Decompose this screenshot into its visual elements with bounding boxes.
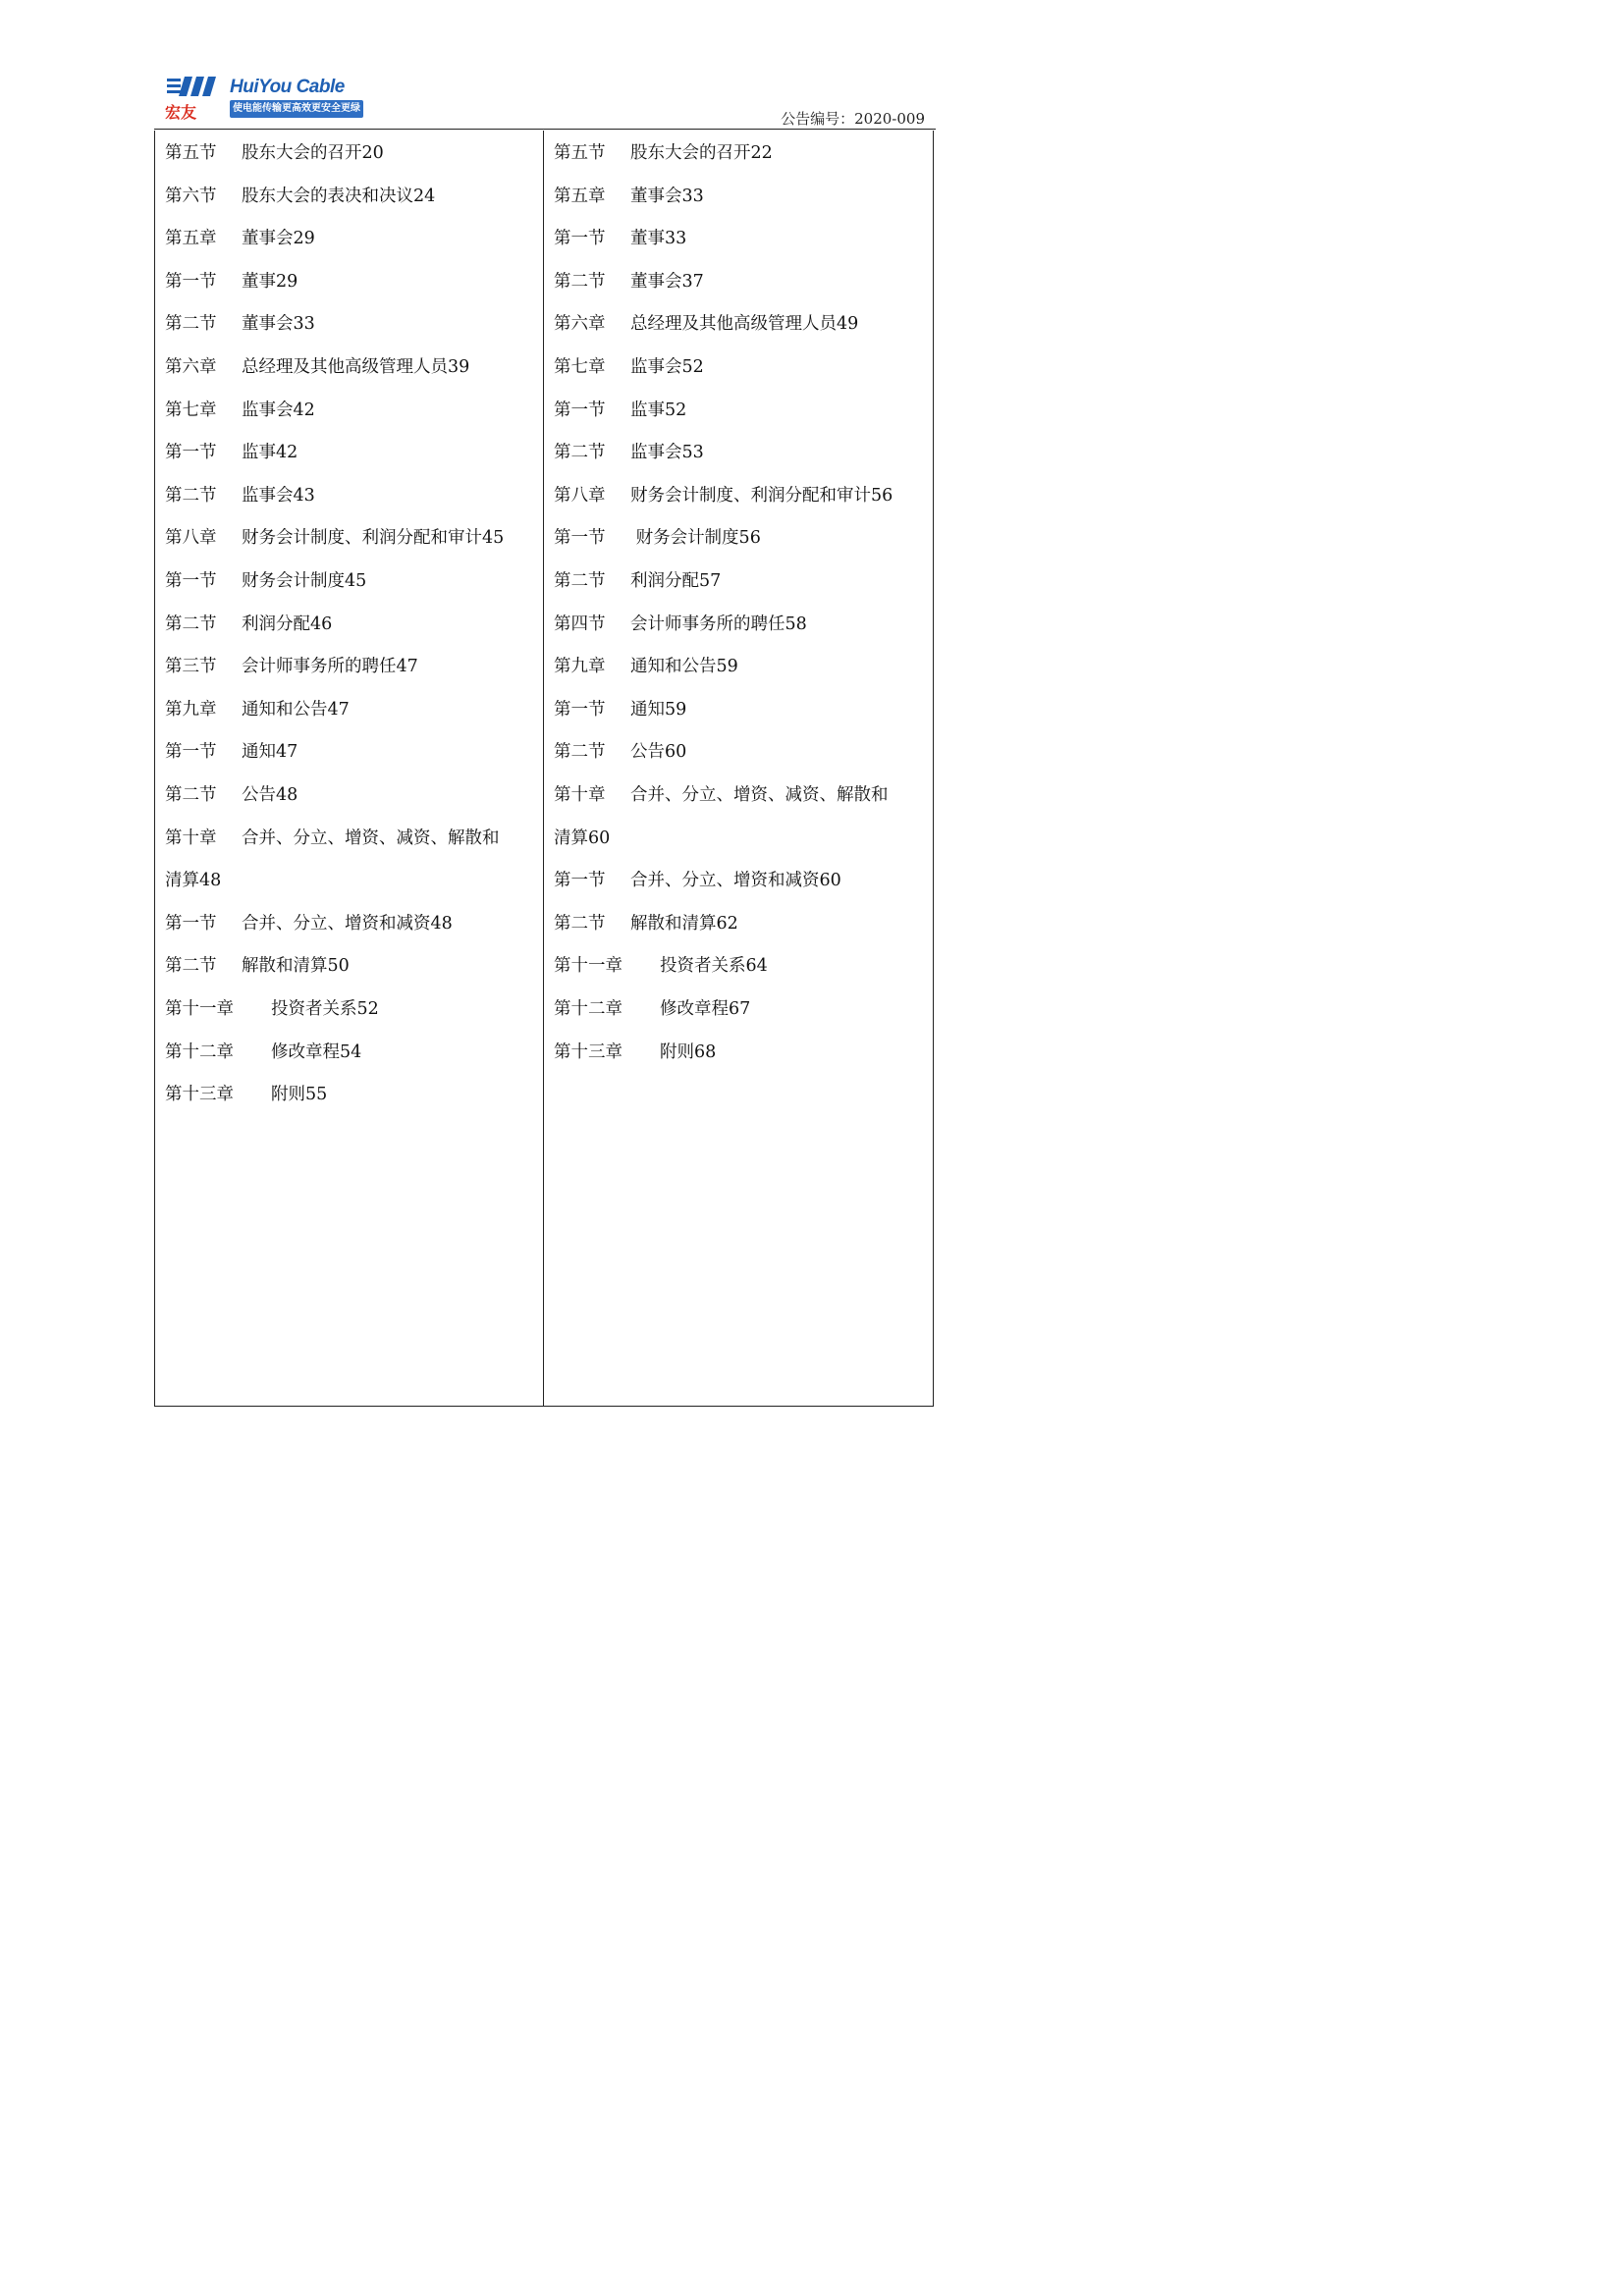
toc-entry-label: 第一节 [165, 443, 217, 463]
toc-entry-title: 监事会43 [242, 485, 315, 506]
toc-entry-label: 第八章 [165, 528, 217, 549]
toc-entry [165, 390, 315, 433]
toc-entry-title: 公告48 [242, 785, 298, 805]
toc-entry-title: 清算60 [554, 828, 611, 848]
toc-entry-label: 第二节 [165, 485, 217, 506]
toc-entry [554, 133, 773, 176]
toc-entry-title: 监事42 [242, 443, 298, 463]
toc-entry [165, 818, 500, 861]
toc-entry [554, 774, 889, 818]
toc-entry-label: 第十二章 [554, 999, 623, 1019]
toc-entry-title: 修改章程54 [271, 1041, 362, 1062]
toc-entry-label: 第十章 [554, 785, 606, 805]
toc-entry-label: 第一节 [554, 400, 606, 420]
toc-entry [165, 561, 366, 604]
toc-entry [165, 133, 384, 176]
toc-entry [554, 218, 686, 261]
toc-entry-title: 解散和清算50 [242, 956, 350, 977]
toc-entry-title: 财务会计制度45 [242, 571, 367, 591]
toc-entry-label: 第五节 [165, 143, 217, 163]
toc-entry [554, 646, 738, 689]
toc-entry [165, 176, 435, 219]
toc-entry-title: 公告60 [630, 742, 687, 763]
toc-entry [554, 860, 841, 903]
toc-entry [554, 475, 893, 518]
toc-entry [554, 261, 704, 304]
toc-entry-title: 财务会计制度、利润分配和审计56 [630, 485, 893, 506]
toc-entry-label: 第六章 [554, 314, 606, 335]
toc-entry-title: 合并、分立、增资和减资60 [630, 871, 841, 891]
toc-entry [165, 1074, 327, 1117]
toc-entry [165, 689, 350, 732]
toc-entry-label: 第五章 [165, 229, 217, 249]
toc-entry-title: 会计师事务所的聘任58 [630, 614, 807, 634]
toc-entry [554, 731, 686, 774]
toc-entry-title: 利润分配46 [242, 614, 333, 634]
toc-entry-title: 附则68 [660, 1041, 717, 1062]
toc-entry-title: 股东大会的召开20 [242, 143, 384, 163]
toc-entry-label: 第三节 [165, 657, 217, 677]
company-logo [163, 75, 369, 132]
toc-entry-label: 第一节 [554, 699, 606, 720]
toc-entry-title: 董事33 [630, 229, 687, 249]
toc-entry [554, 517, 761, 561]
toc-entry [165, 604, 332, 647]
toc-entry [165, 646, 418, 689]
toc-entry-title: 合并、分立、增资、减资、解散和 [630, 785, 889, 805]
toc-entry-title: 总经理及其他高级管理人员39 [242, 357, 470, 377]
toc-entry-title: 合并、分立、增资、减资、解散和 [242, 828, 500, 848]
toc-entry-label: 第一节 [554, 871, 606, 891]
toc-entry [554, 818, 610, 861]
toc-entry [165, 860, 221, 903]
toc-entry [554, 689, 686, 732]
toc-entry-title: 投资者关系52 [271, 999, 379, 1019]
toc-entry [165, 303, 315, 347]
logo-slogan: 使电能传输更高效更安全更绿色 [230, 100, 363, 118]
toc-entry [165, 988, 379, 1032]
toc-entry-label: 第二节 [165, 785, 217, 805]
toc-entry-label: 第六章 [165, 357, 217, 377]
toc-entry-label: 第一节 [165, 742, 217, 763]
toc-entry-label: 第二节 [554, 443, 606, 463]
toc-entry [165, 475, 315, 518]
toc-entry-title: 财务会计制度、利润分配和审计45 [242, 528, 505, 549]
toc-entry-label: 第二节 [554, 913, 606, 934]
toc-entry-title: 董事会29 [242, 229, 315, 249]
toc-entry-label: 第七章 [165, 400, 217, 420]
toc-entry-label: 第十三章 [165, 1085, 234, 1105]
toc-entry-title: 合并、分立、增资和减资48 [242, 913, 453, 934]
toc-entry-label: 第一节 [554, 528, 606, 549]
toc-entry-title: 投资者关系64 [660, 956, 768, 977]
logo-chinese-name: 宏友 [165, 103, 197, 122]
notice-number: 公告编号：2020-009 [781, 110, 925, 128]
toc-entry [165, 731, 298, 774]
toc-entry-title: 附则55 [271, 1085, 328, 1105]
toc-entry-label: 第二节 [165, 614, 217, 634]
toc-entry [165, 903, 453, 946]
toc-entry-title: 通知47 [242, 742, 298, 763]
toc-entry-label: 第一节 [165, 271, 217, 292]
toc-entry-title: 董事会37 [630, 271, 704, 292]
toc-left-column [155, 131, 544, 1406]
toc-entry-label: 第十章 [165, 828, 217, 848]
toc-entry-label: 第二节 [554, 271, 606, 292]
toc-entry [554, 303, 858, 347]
toc-entry-title: 通知59 [630, 699, 687, 720]
toc-entry [554, 1032, 716, 1075]
toc-entry-title: 监事会53 [630, 443, 704, 463]
toc-entry-label: 第四节 [554, 614, 606, 634]
toc-entry-label: 第八章 [554, 485, 606, 506]
toc-entry-label: 第一节 [554, 229, 606, 249]
toc-entry-title: 通知和公告59 [630, 657, 738, 677]
logo-mark-icon [165, 75, 224, 100]
toc-entry-title: 股东大会的表决和决议24 [242, 186, 436, 206]
toc-comparison-table [154, 131, 934, 1407]
toc-entry-label: 第十一章 [554, 956, 623, 977]
toc-entry-label: 第五节 [554, 143, 606, 163]
logo-english-name: HuiYou Cable [230, 77, 345, 97]
toc-entry-title: 股东大会的召开22 [630, 143, 773, 163]
toc-entry-label: 第一节 [165, 913, 217, 934]
toc-entry-title: 利润分配57 [630, 571, 722, 591]
toc-entry-title: 董事29 [242, 271, 298, 292]
toc-entry-label: 第六节 [165, 186, 217, 206]
toc-entry-title: 监事会52 [630, 357, 704, 377]
toc-entry [165, 1032, 361, 1075]
toc-entry [554, 390, 686, 433]
toc-entry-title: 财务会计制度56 [630, 528, 761, 549]
toc-entry-label: 第一节 [165, 571, 217, 591]
toc-entry-title: 监事52 [630, 400, 687, 420]
toc-entry [165, 218, 315, 261]
toc-entry [554, 604, 807, 647]
toc-entry-title: 董事会33 [242, 314, 315, 335]
toc-entry [554, 945, 768, 988]
toc-entry [165, 347, 469, 390]
toc-entry-label: 第五章 [554, 186, 606, 206]
toc-entry-label: 第二节 [165, 314, 217, 335]
toc-entry-title: 清算48 [165, 871, 222, 891]
toc-right-column [544, 131, 933, 1406]
toc-entry [554, 347, 704, 390]
toc-entry-label: 第九章 [165, 699, 217, 720]
toc-entry-label: 第九章 [554, 657, 606, 677]
toc-entry [554, 903, 738, 946]
toc-entry [165, 432, 298, 475]
toc-entry-label: 第二节 [554, 571, 606, 591]
toc-entry-title: 解散和清算62 [630, 913, 738, 934]
toc-entry-title: 总经理及其他高级管理人员49 [630, 314, 859, 335]
toc-entry-label: 第十二章 [165, 1041, 234, 1062]
toc-entry-label: 第十三章 [554, 1041, 623, 1062]
toc-entry [554, 988, 750, 1032]
toc-entry-label: 第二节 [554, 742, 606, 763]
toc-entry [165, 517, 504, 561]
toc-entry-title: 会计师事务所的聘任47 [242, 657, 418, 677]
toc-entry [554, 432, 704, 475]
header-divider [154, 129, 936, 130]
toc-entry-label: 第七章 [554, 357, 606, 377]
toc-entry [165, 261, 298, 304]
toc-entry-title: 董事会33 [630, 186, 704, 206]
toc-entry [165, 774, 298, 818]
toc-entry-label: 第十一章 [165, 999, 234, 1019]
toc-entry-label: 第二节 [165, 956, 217, 977]
toc-entry [165, 945, 350, 988]
toc-entry-title: 修改章程67 [660, 999, 751, 1019]
toc-entry [554, 176, 704, 219]
toc-entry [554, 561, 721, 604]
toc-entry-title: 通知和公告47 [242, 699, 350, 720]
toc-entry-title: 监事会42 [242, 400, 315, 420]
